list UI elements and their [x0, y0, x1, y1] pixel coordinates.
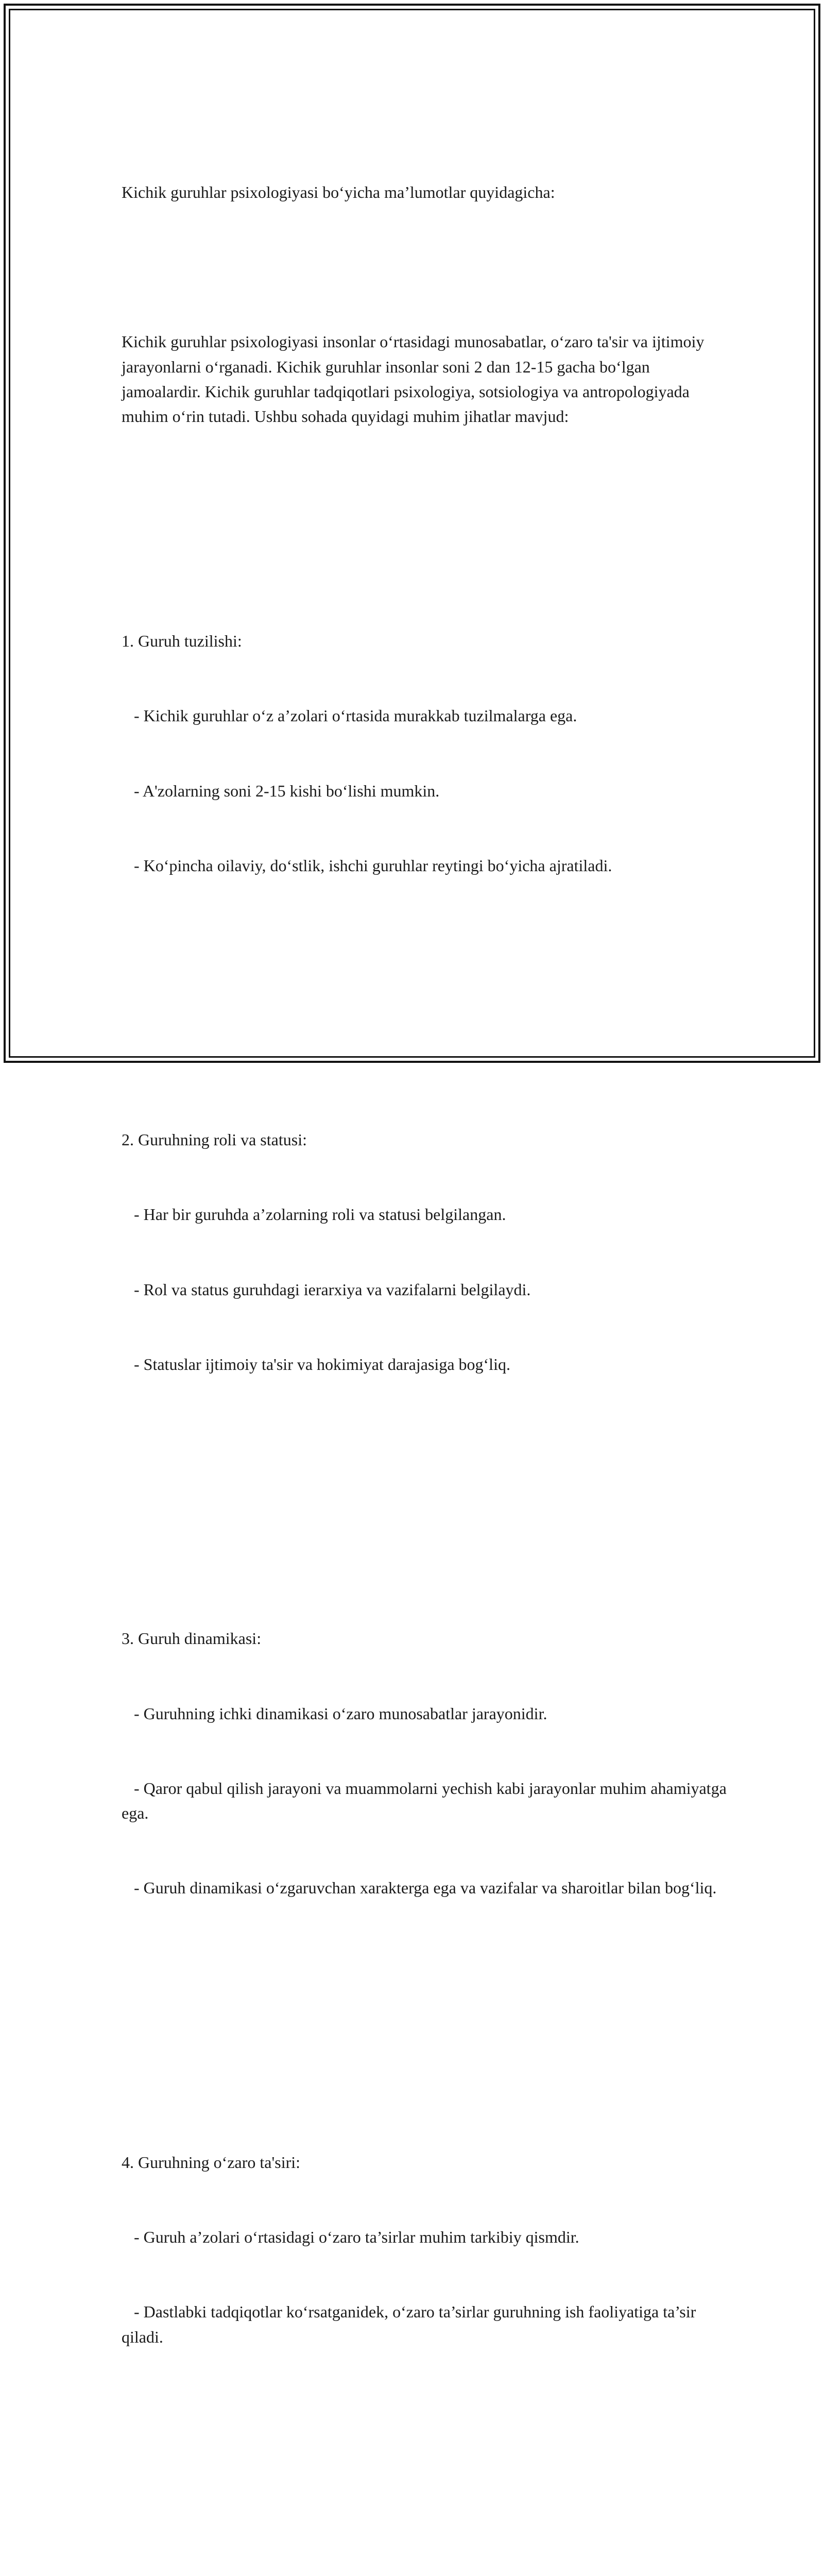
list-item: - Guruh a’zolari o‘rtasidagi o‘zaro ta’sirlar muhim tarkibiy qismdir.	[122, 2228, 579, 2247]
section-role-status	[122, 1077, 729, 1427]
intro-line: Kichik guruhlar psixologiyasi bo‘yicha ma’lumotlar quyidagicha:	[122, 182, 555, 201]
list-item: - Guruhning ichki dinamikasi o‘zaro munosabatlar jarayonidir.	[122, 1704, 547, 1723]
list-item: - Guruh dinamikasi o‘zgaruvchan xarakterga ega va vazifalar va sharoitlar bilan bog‘liq.	[122, 1878, 717, 1897]
list-item: - Ko‘pincha oilaviy, do‘stlik, ishchi guruhlar reytingi bo‘yicha ajratiladi.	[122, 856, 612, 875]
list-item: - A'zolarning soni 2-15 kishi bo‘lishi mumkin.	[122, 781, 440, 800]
list-item: - Dastlabki tadqiqotlar ko‘rsatganidek, o‘zaro ta’sirlar guruhning ish faoliyatiga ta’sir qiladi.	[122, 2302, 700, 2346]
document-body	[122, 130, 729, 2576]
spacer	[122, 2000, 729, 2025]
list-item: - Statuslar ijtimoiy ta'sir va hokimiyat darajasiga bog‘liq.	[122, 1354, 510, 1374]
spacer	[122, 2449, 729, 2474]
section-heading: 3. Guruh dinamikasi:	[122, 1629, 262, 1648]
list-item: - Qaror qabul qilish jarayoni va muammolarni yechish kabi jarayonlar muhim ahamiyatga ega.	[122, 1778, 731, 1823]
list-item: - Har bir guruhda a’zolarning roli va statusi belgilangan.	[122, 1205, 506, 1224]
spacer	[122, 479, 729, 504]
section-interaction	[122, 2100, 729, 2399]
spacer	[122, 255, 729, 279]
section-dynamics	[122, 1577, 729, 1951]
section-characteristics	[122, 2549, 729, 2576]
section-structure	[122, 579, 729, 928]
list-item: - Rol va status guruhdagi ierarxiya va vazifalarni belgilaydi.	[122, 1280, 531, 1299]
list-item: - Kichik guruhlar o‘z a’zolari o‘rtasida murakkab tuzilmalarga ega.	[122, 706, 577, 725]
intro-paragraph: Kichik guruhlar psixologiyasi insonlar o‘rtasidagi munosabatlar, o‘zaro ta'sir va ijtimoiy jarayonlarni o‘rganadi. Kichik guruhlar insonlar soni 2 dan 12-15 gacha bo‘lgan jamoalardir. Kichik guruhlar tadqiqotlari psixologiya, sotsiologiya va antropologiyada muhim o‘rin tutadi. Ushbu sohada quyidagi muhim jihatlar mavjud:	[122, 332, 709, 426]
spacer	[122, 1477, 729, 1501]
spacer	[122, 978, 729, 1003]
section-heading: 4. Guruhning o‘zaro ta'siri:	[122, 2153, 301, 2172]
section-heading: 1. Guruh tuzilishi:	[122, 632, 242, 651]
section-heading: 2. Guruhning roli va statusi:	[122, 1130, 307, 1149]
